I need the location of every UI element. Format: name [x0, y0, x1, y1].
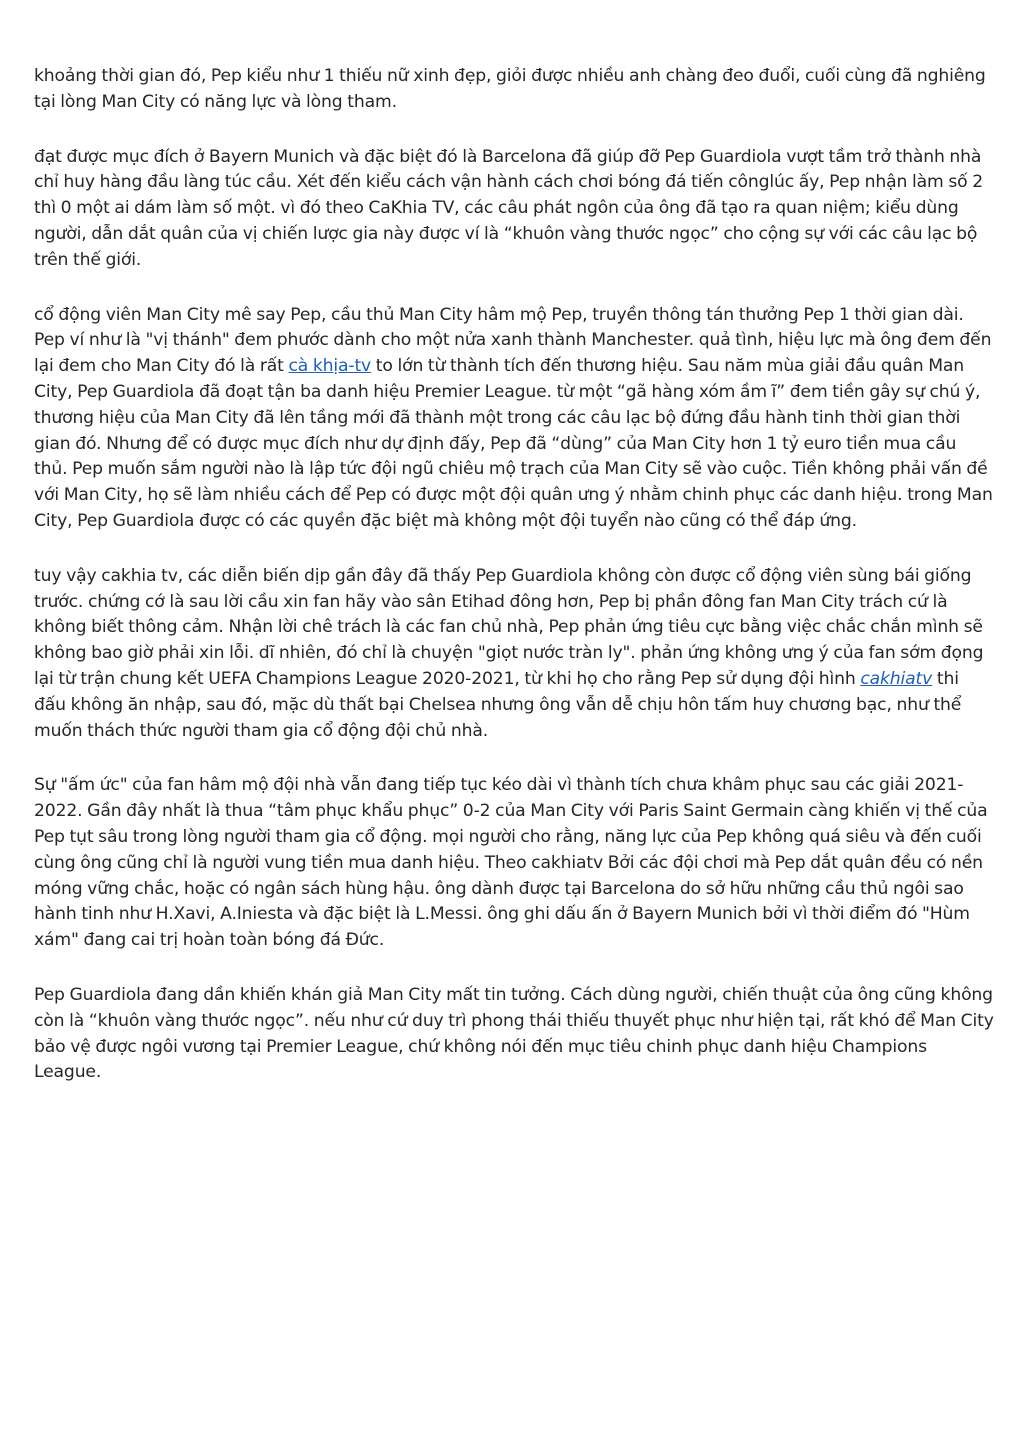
paragraph-2 — [34, 145, 994, 274]
paragraph-6 — [34, 983, 994, 1086]
paragraph-2-text: đạt được mục đích ở Bayern Munich và đặc biệt đó là Barcelona đã giúp đỡ Pep Guardiola vượt tầm trở thành nhà chỉ huy hàng đầu làng túc cầu. Xét đến kiểu cách vận hành cách chơi bóng đá tiến cônglúc ấy, Pep nhận làm số 2 thì 0 một ai dám làm số một. vì đó theo CaKhia TV, các câu phát ngôn của ông đã tạo ra quan niệm; kiểu dùng người, dẫn dắt quân của vị chiến lược gia này được ví là “khuôn vàng thước ngọc” cho cộng sự với các câu lạc bộ trên thế giới. — [34, 146, 983, 270]
cakhiatv-link[interactable]: cakhiatv — [860, 668, 933, 689]
paragraph-5-text: Sự "ấm ức" của fan hâm mộ đội nhà vẫn đang tiếp tục kéo dài vì thành tích chưa khâm phục sau các giải 2021-2022. Gần đây nhất là thua “tâm phục khẩu phục” 0-2 của Man City với Paris Saint Germain càng khiến vị thế của Pep tụt sâu trong lòng người tham gia cổ động. mọi người cho rằng, năng lực của Pep không quá siêu và đến cuối cùng ông cũng chỉ là người vung tiền mua danh hiệu. Theo cakhiatv Bởi các đội chơi mà Pep dắt quân đều có nền móng vững chắc, hoặc có ngân sách hùng hậu. ông dành được tại Barcelona do sở hữu những cầu thủ ngôi sao hành tinh như H.Xavi, A.Iniesta và đặc biệt là L.Messi. ông ghi dấu ấn ở Bayern Munich bởi vì thời điểm đó "Hùm xám" đang cai trị hoàn toàn bóng đá Đức. — [34, 775, 988, 951]
paragraph-4-text-after: thi đấu không ăn nhập, sau đó, mặc dù thất bại Chelsea nhưng ông vẫn dễ chịu hôn tấm huy chương bạc, như thể muốn thách thức người tham gia cổ động đội chủ nhà. — [34, 668, 962, 741]
paragraph-3 — [34, 303, 994, 535]
paragraph-3-text-after: to lớn từ thành tích đến thương hiệu. Sau năm mùa giải đầu quân Man City, Pep Guardiola đã đoạt tận ba danh hiệu Premier League. từ một “gã hàng xóm ầm ĩ” đem tiền gây sự chú ý, thương hiệu của Man City đã lên tầng mới đã thành một trong các câu lạc bộ đứng đầu hành tinh thời gian thời gian đó. Nhưng để có được mục đích như dự định đấy, Pep đã “dùng” của Man City hơn 1 tỷ euro tiền mua cầu thủ. Pep muốn sắm người nào là lập tức đội ngũ chiêu mộ trạch của Man City sẽ vào cuộc. Tiền không phải vấn đề với Man City, họ sẽ làm nhiều cách để Pep có được một đội quân ưng ý nhằm chinh phục các danh hiệu. trong Man City, Pep Guardiola được có các quyền đặc biệt mà không một đội tuyển nào cũng có thể đáp ứng. — [34, 356, 993, 531]
paragraph-5 — [34, 773, 994, 954]
paragraph-1 — [34, 64, 994, 116]
paragraph-4-text-before: tuy vậy cakhia tv, các diễn biến dịp gần đây đã thấy Pep Guardiola không còn được cổ động viên sùng bái giống trước. chứng cớ là sau lời cầu xin fan hãy vào sân Etihad đông hơn, Pep bị phần đông fan Man City trách cứ là không biết thông cảm. Nhận lời chê trách là các fan chủ nhà, Pep phản ứng tiêu cực bằng việc chắc chắn mình sẽ không bao giờ phải xin lỗi. dĩ nhiên, đó chỉ là chuyện "giọt nước tràn ly". phản ứng không ưng ý của fan sớm đọng lại từ trận chung kết UEFA Champions League 2020-2021, từ khi họ cho rằng Pep sử dụng đội hình — [34, 565, 984, 689]
paragraph-4 — [34, 564, 994, 745]
paragraph-1-text: khoảng thời gian đó, Pep kiểu như 1 thiếu nữ xinh đẹp, giỏi được nhiều anh chàng đeo đuổi, cuối cùng đã nghiêng tại lòng Man City có năng lực và lòng tham. — [34, 66, 986, 112]
paragraph-6-text: Pep Guardiola đang dần khiến khán giả Man City mất tin tưởng. Cách dùng người, chiến thuật của ông cũng không còn là “khuôn vàng thước ngọc”. nếu như cứ duy trì phong thái thiếu thuyết phục như hiện tại, rất khó để Man City bảo vệ được ngôi vương tại Premier League, chứ không nói đến mục tiêu chinh phục danh hiệu Champions League. — [34, 984, 994, 1083]
ca-khia-tv-link[interactable]: cà khịa-tv — [288, 356, 372, 377]
paragraph-3-text-before: cổ động viên Man City mê say Pep, cầu thủ Man City hâm mộ Pep, truyền thông tán thưởng Pep 1 thời gian dài. Pep ví như là "vị thánh" đem phước dành cho một nửa xanh thành Manchester. quả tình, hiệu lực mà ông đem đến lại đem cho Man City đó là rất — [34, 304, 992, 377]
document-body — [34, 64, 994, 1115]
